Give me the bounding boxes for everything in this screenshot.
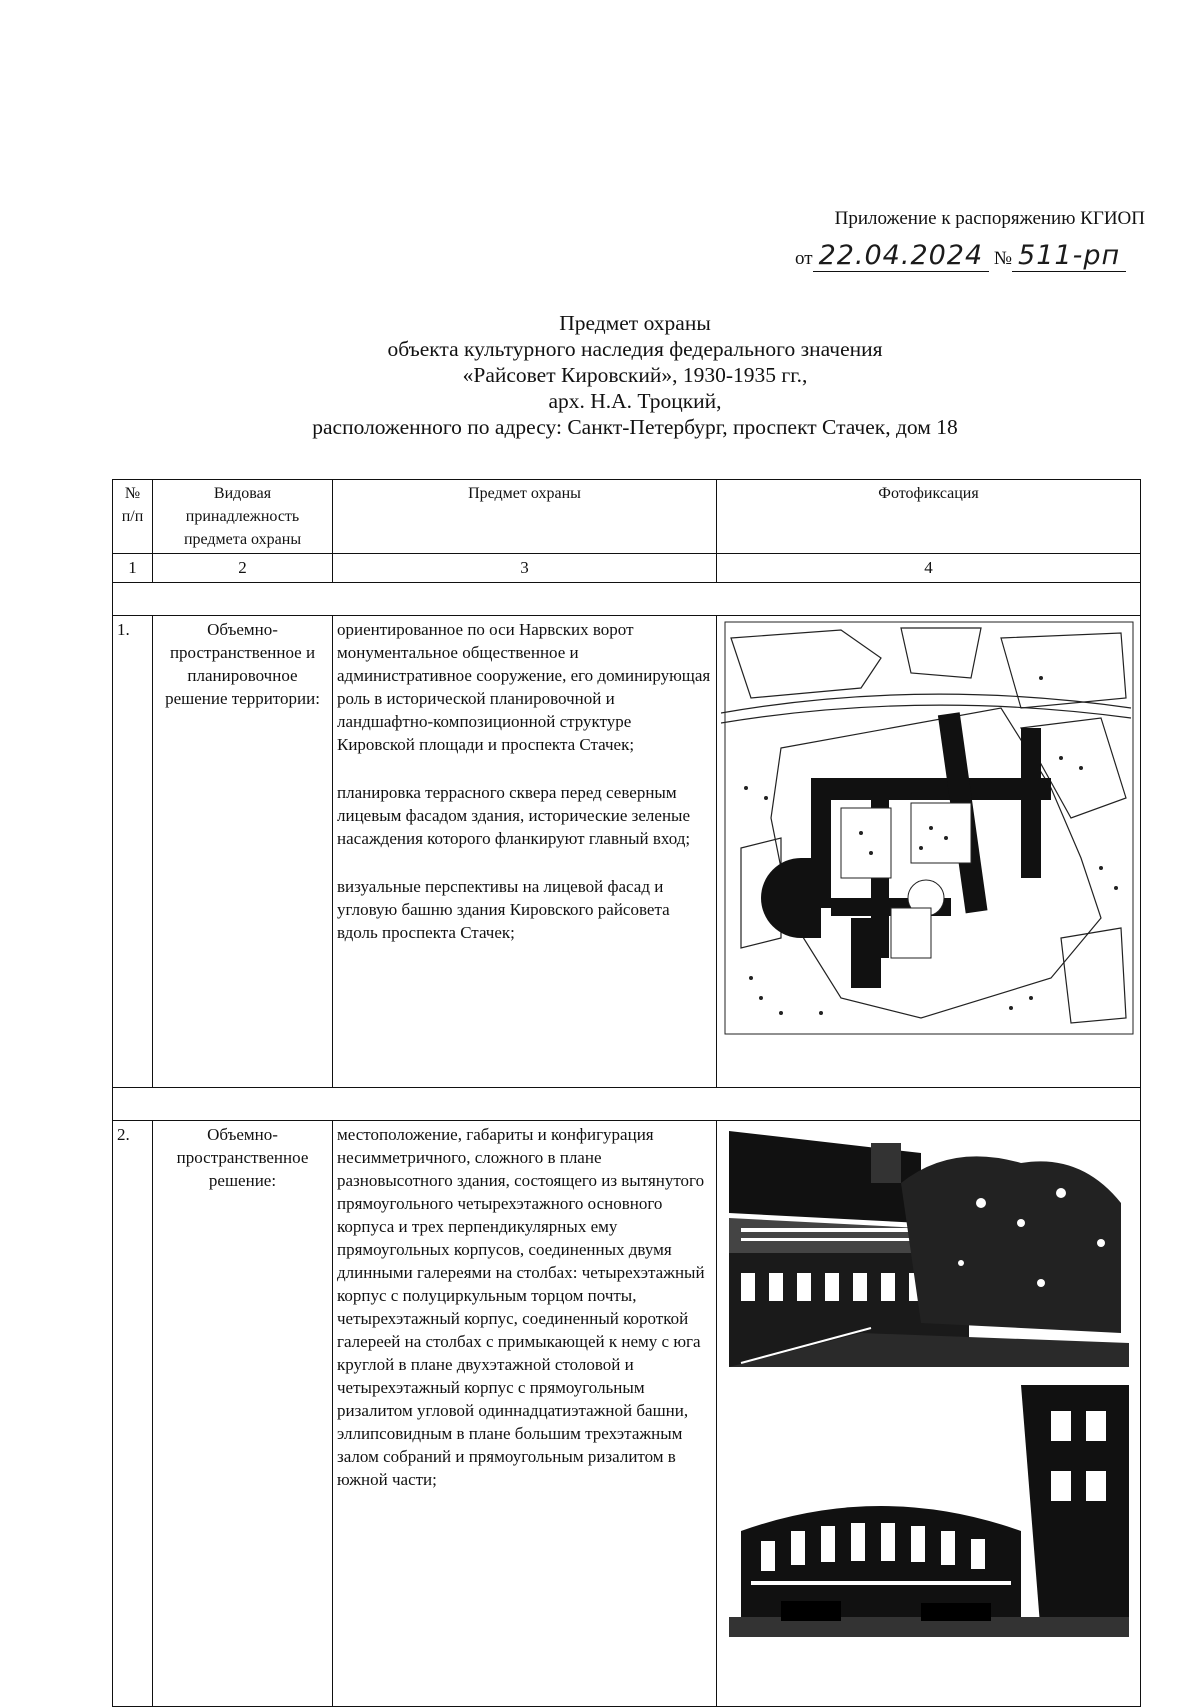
- building-photos: [717, 1121, 1141, 1707]
- subject-paragraph: ориентированное по оси Нарвских ворот монументальное общественное и административное сооружение, его доминирующая роль в исторической планировочной и ландшафтно-композиционной структуре Кировской площади и проспекта Стачек;: [337, 620, 711, 754]
- protection-subject-table: [112, 479, 1141, 1707]
- table-header-row: [113, 480, 1141, 554]
- row-type: Объемно-пространственное решение:: [153, 1121, 333, 1707]
- building-photo-1: [721, 1123, 1137, 1373]
- row-gap: [113, 583, 1141, 616]
- table-row: [113, 616, 1141, 1088]
- header-subject: Предмет охраны: [333, 480, 717, 554]
- subject-paragraph: планировка террасного сквера перед северным лицевым фасадом здания, исторические зеленые насаждения которого фланкируют главный вход;: [337, 783, 691, 848]
- subject-paragraph: местоположение, габариты и конфигурация несимметричного, сложного в плане разновысотного здания, состоящего из вытянутого прямоугольного четырехэтажного основного корпуса и трех перпендикулярных ему прямоугольных корпусов, соединенных двумя длинными галереями на столбах: четырехэтажный корпус с полуциркульным торцом почты, четырехэтажный корпус, соединенный короткой галереей на столбах с примыкающей к нему с юга круглой в плане двухэтажной столовой и четырехэтажный корпус с прямоугольным ризалитом угловой одиннадцатиэтажной башни, эллипсовидным в плане большим трехэтажным залом собраний и прямоугольным ризалитом в южной части;: [337, 1125, 705, 1489]
- title-line-5: расположенного по адресу: Санкт-Петербург, проспект Стачек, дом 18: [312, 415, 958, 439]
- building-photo-2: [721, 1381, 1137, 1641]
- header-type: Видовая принадлежность предмета охраны: [153, 480, 333, 554]
- order-reference: [795, 240, 1126, 271]
- column-number-row: [113, 554, 1141, 583]
- row-subject: [333, 1121, 717, 1707]
- column-number: 2: [153, 554, 333, 583]
- site-plan-image: [717, 616, 1141, 1088]
- header-photo: Фотофиксация: [717, 480, 1141, 554]
- order-date: 22.04.2024: [813, 240, 990, 272]
- from-label: от: [795, 248, 813, 269]
- order-number: 511-рп: [1012, 240, 1126, 272]
- subject-paragraph: визуальные перспективы на лицевой фасад и угловую башню здания Кировского райсовета вдоль проспекта Стачек;: [337, 877, 670, 942]
- row-type: Объемно-пространственное и планировочное решение территории:: [153, 616, 333, 1088]
- site-plan-drawing: [721, 618, 1137, 1038]
- document-title: [0, 310, 1200, 440]
- column-number: 4: [717, 554, 1141, 583]
- row-subject: [333, 616, 717, 1088]
- row-gap: [113, 1088, 1141, 1121]
- table-row: [113, 1121, 1141, 1707]
- title-line-4: арх. Н.А. Троцкий,: [548, 389, 722, 413]
- title-line-2: объекта культурного наследия федерального значения: [387, 337, 883, 361]
- row-number: 1.: [113, 616, 153, 1088]
- title-line-1: Предмет охраны: [559, 311, 711, 335]
- annex-label: Приложение к распоряжению КГИОП: [834, 208, 1145, 229]
- column-number: 3: [333, 554, 717, 583]
- row-number: 2.: [113, 1121, 153, 1707]
- header-no: № п/п: [113, 480, 153, 554]
- column-number: 1: [113, 554, 153, 583]
- number-label: №: [993, 248, 1013, 269]
- title-line-3: «Райсовет Кировский», 1930-1935 гг.,: [462, 363, 808, 387]
